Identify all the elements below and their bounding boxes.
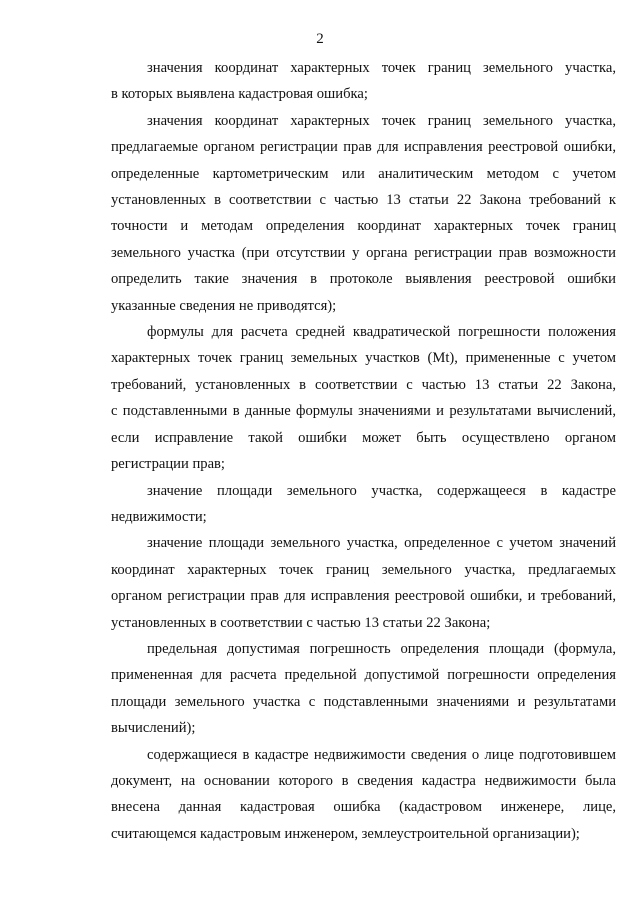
text-line: вычислений); (111, 720, 196, 737)
text-line: с подставленными в данные формулы значениями и результатами вычислений, (111, 403, 616, 420)
text-line: органом регистрации прав для исправления реестровой ошибки, и требований, (111, 588, 616, 605)
document-body (111, 55, 616, 847)
text-line: в которых выявлена кадастровая ошибка; (111, 86, 368, 103)
text-line: указанные сведения не приводятся); (111, 297, 337, 314)
text-line: если исправление такой ошибки может быть осуществлено органом (111, 429, 616, 446)
text-line: считающемся кадастровым инженером, землеустроительной организации); (111, 825, 580, 842)
paragraph-proposed-coordinates (111, 108, 616, 319)
paragraph-mt-formulas (111, 319, 616, 477)
paragraph-preparer-info (111, 742, 616, 848)
paragraph-area-in-cadastre (111, 478, 616, 531)
text-line: документ, на основании которого в сведения кадастра недвижимости была (111, 772, 616, 789)
text-line: предельная допустимая погрешность определения площади (формула, (147, 640, 616, 657)
page-number: 2 (316, 31, 324, 47)
text-line: примененная для расчета предельной допустимой погрешности определения (111, 667, 616, 684)
paragraph-area-determined (111, 530, 616, 636)
text-line: значения координат характерных точек границ земельного участка, (147, 60, 616, 76)
text-line: значение площади земельного участка, содержащееся в кадастре (147, 482, 616, 499)
text-line: установленных в соответствии с частью 13 статьи 22 Закона требований к (111, 192, 616, 209)
paragraph-area-tolerance (111, 636, 616, 742)
text-line: координат характерных точек границ земельного участка, предлагаемых (111, 561, 616, 578)
text-line: точности и методам определения координат характерных точек границ (111, 218, 616, 235)
text-line: формулы для расчета средней квадратической погрешности положения (147, 324, 616, 341)
text-line: предлагаемые органом регистрации прав для исправления реестровой ошибки, (111, 139, 616, 156)
text-line: площади земельного участка с подставленными значениями и результатами (111, 693, 616, 710)
paragraph-coordinates-with-error (111, 55, 616, 108)
text-line: требований, установленных в соответствии с частью 13 статьи 22 Закона, (111, 376, 616, 393)
text-line: содержащиеся в кадастре недвижимости сведения о лице подготовившем (147, 746, 616, 763)
text-line: земельного участка (при отсутствии у органа регистрации прав возможности (111, 244, 616, 261)
text-line: определить такие значения в протоколе выявления реестровой ошибки (111, 271, 616, 288)
text-line: недвижимости; (111, 508, 207, 525)
text-line: установленных в соответствии с частью 13 статьи 22 Закона; (111, 614, 491, 631)
text-line: характерных точек границ земельных участков (Mt), примененные с учетом (111, 350, 616, 367)
text-line: значение площади земельного участка, определенное с учетом значений (147, 535, 616, 552)
text-line: определенные картометрическим или аналитическим методом с учетом (111, 165, 616, 182)
text-line: значения координат характерных точек границ земельного участка, (147, 112, 616, 129)
text-line: внесена данная кадастровая ошибка (кадастровом инженере, лице, (111, 799, 616, 816)
text-line: регистрации прав; (111, 456, 225, 473)
